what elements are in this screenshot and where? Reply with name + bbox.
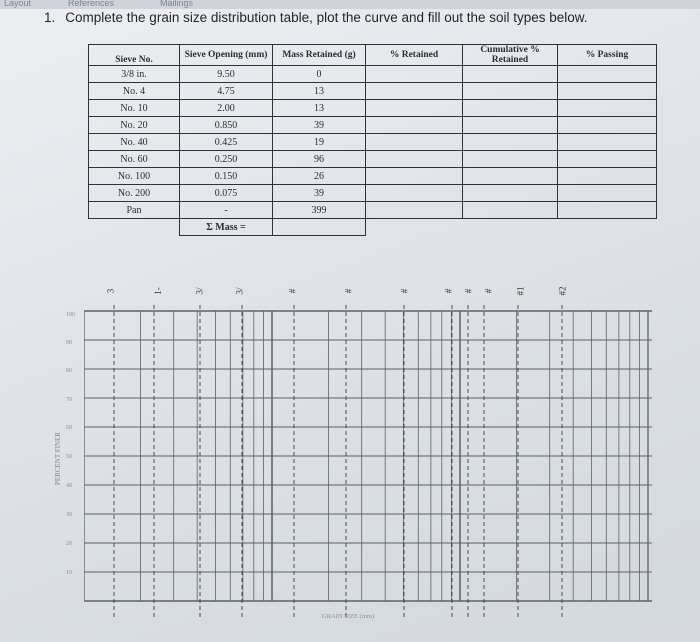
sieve-label: 3 xyxy=(105,288,116,294)
cell-sieve: No. 4 xyxy=(89,83,180,100)
cell-passing[interactable] xyxy=(558,185,657,202)
question-text: Complete the grain size distribution table, plot the curve and fill out the soil types below. xyxy=(65,10,588,25)
cell-cumulative[interactable] xyxy=(463,83,558,100)
cell-percent-retained[interactable] xyxy=(366,185,463,202)
cell-mass: 39 xyxy=(273,117,366,134)
cell-passing[interactable] xyxy=(558,151,657,168)
sieve-label: # xyxy=(443,288,454,294)
sieve-label: #2 xyxy=(557,286,568,296)
cell-sieve: Pan xyxy=(89,202,180,219)
cell-cumulative[interactable] xyxy=(463,151,558,168)
cell-mass: 399 xyxy=(273,202,366,219)
cell-opening: - xyxy=(180,202,273,219)
cell-opening: 4.75 xyxy=(180,83,273,100)
cell-mass: 26 xyxy=(273,168,366,185)
header-mass-retained: Mass Retained (g) xyxy=(273,45,366,66)
table-row xyxy=(89,117,657,134)
cell-cumulative[interactable] xyxy=(463,100,558,117)
cell-percent-retained[interactable] xyxy=(366,202,463,219)
sum-mass-label: Σ Mass = xyxy=(180,219,273,236)
cell-percent-retained[interactable] xyxy=(366,151,463,168)
sieve-label: #1 xyxy=(515,286,526,296)
cell-cumulative[interactable] xyxy=(463,202,558,219)
table-row xyxy=(89,168,657,185)
y-tick: 80 xyxy=(66,368,72,374)
sieve-label: # xyxy=(483,288,494,294)
cell-sieve: No. 10 xyxy=(89,100,180,117)
question-number: 1. xyxy=(44,10,56,25)
table-row xyxy=(89,185,657,202)
cell-mass: 0 xyxy=(273,66,366,83)
sieve-label: 3/ xyxy=(194,287,205,295)
table-header-row xyxy=(89,45,657,66)
x-axis-label: GRAIN SIZE (mm) xyxy=(322,613,374,620)
sum-row xyxy=(89,219,657,236)
cell-opening: 2.00 xyxy=(180,100,273,117)
question-line xyxy=(44,10,588,25)
cell-passing[interactable] xyxy=(558,66,657,83)
sum-mass-value[interactable] xyxy=(273,219,366,236)
y-tick: 50 xyxy=(66,454,72,460)
cell-percent-retained[interactable] xyxy=(366,168,463,185)
cell-cumulative[interactable] xyxy=(463,134,558,151)
y-tick: 70 xyxy=(66,397,72,403)
cell-sieve: No. 100 xyxy=(89,168,180,185)
table-row xyxy=(89,66,657,83)
table-row xyxy=(89,100,657,117)
sieve-label: # xyxy=(287,288,298,294)
cell-passing[interactable] xyxy=(558,134,657,151)
cell-cumulative[interactable] xyxy=(463,66,558,83)
cell-sieve: No. 200 xyxy=(89,185,180,202)
cell-cumulative[interactable] xyxy=(463,117,558,134)
cell-passing[interactable] xyxy=(558,202,657,219)
sieve-label: # xyxy=(343,288,354,294)
cell-cumulative[interactable] xyxy=(463,185,558,202)
cell-sieve: No. 60 xyxy=(89,151,180,168)
cell-sieve: 3/8 in. xyxy=(89,66,180,83)
sieve-label: 1- xyxy=(152,287,163,295)
cell-percent-retained[interactable] xyxy=(366,66,463,83)
cell-cumulative[interactable] xyxy=(463,168,558,185)
cell-percent-retained[interactable] xyxy=(366,117,463,134)
header-percent-passing: % Passing xyxy=(558,45,657,66)
cell-percent-retained[interactable] xyxy=(366,100,463,117)
cell-mass: 13 xyxy=(273,83,366,100)
tab-mailings[interactable]: Mailings xyxy=(160,0,194,8)
tab-references[interactable]: References xyxy=(68,0,115,8)
sieve-label: # xyxy=(399,288,410,294)
table-row xyxy=(89,151,657,168)
header-percent-retained: % Retained xyxy=(366,45,463,66)
y-tick: 40 xyxy=(66,483,72,489)
tab-layout[interactable]: Layout xyxy=(4,0,32,8)
grain-size-table xyxy=(88,44,657,236)
cell-passing[interactable] xyxy=(558,117,657,134)
cell-passing[interactable] xyxy=(558,168,657,185)
cell-opening: 9.50 xyxy=(180,66,273,83)
y-tick: 60 xyxy=(66,425,72,431)
sieve-label: # xyxy=(463,288,474,294)
graph-grid xyxy=(84,305,652,617)
cell-opening: 0.425 xyxy=(180,134,273,151)
cell-opening: 0.250 xyxy=(180,151,273,168)
grain-size-graph xyxy=(84,305,652,617)
cell-percent-retained[interactable] xyxy=(366,83,463,100)
y-tick: 10 xyxy=(66,570,72,576)
cell-passing[interactable] xyxy=(558,83,657,100)
cell-opening: 0.150 xyxy=(180,168,273,185)
cell-sieve: No. 40 xyxy=(89,134,180,151)
cell-mass: 13 xyxy=(273,100,366,117)
header-sieve-no: Sieve No. xyxy=(89,45,180,66)
header-cumulative-retained: Cumulative % Retained xyxy=(463,45,558,66)
table-row xyxy=(89,202,657,219)
header-sieve-opening: Sieve Opening (mm) xyxy=(180,45,273,66)
y-tick: 20 xyxy=(66,541,72,547)
cell-mass: 19 xyxy=(273,134,366,151)
cell-mass: 96 xyxy=(273,151,366,168)
cell-passing[interactable] xyxy=(558,100,657,117)
y-tick: 100 xyxy=(66,312,75,318)
sieve-label: 3/ xyxy=(234,287,245,295)
cell-opening: 0.850 xyxy=(180,117,273,134)
y-tick: 90 xyxy=(66,340,72,346)
cell-sieve: No. 20 xyxy=(89,117,180,134)
y-tick: 30 xyxy=(66,512,72,518)
cell-opening: 0.075 xyxy=(180,185,273,202)
table-row xyxy=(89,83,657,100)
cell-mass: 39 xyxy=(273,185,366,202)
word-ribbon-strip xyxy=(0,0,700,9)
table-row xyxy=(89,134,657,151)
cell-percent-retained[interactable] xyxy=(366,134,463,151)
y-axis-label: PERCENT FINER xyxy=(54,432,62,485)
